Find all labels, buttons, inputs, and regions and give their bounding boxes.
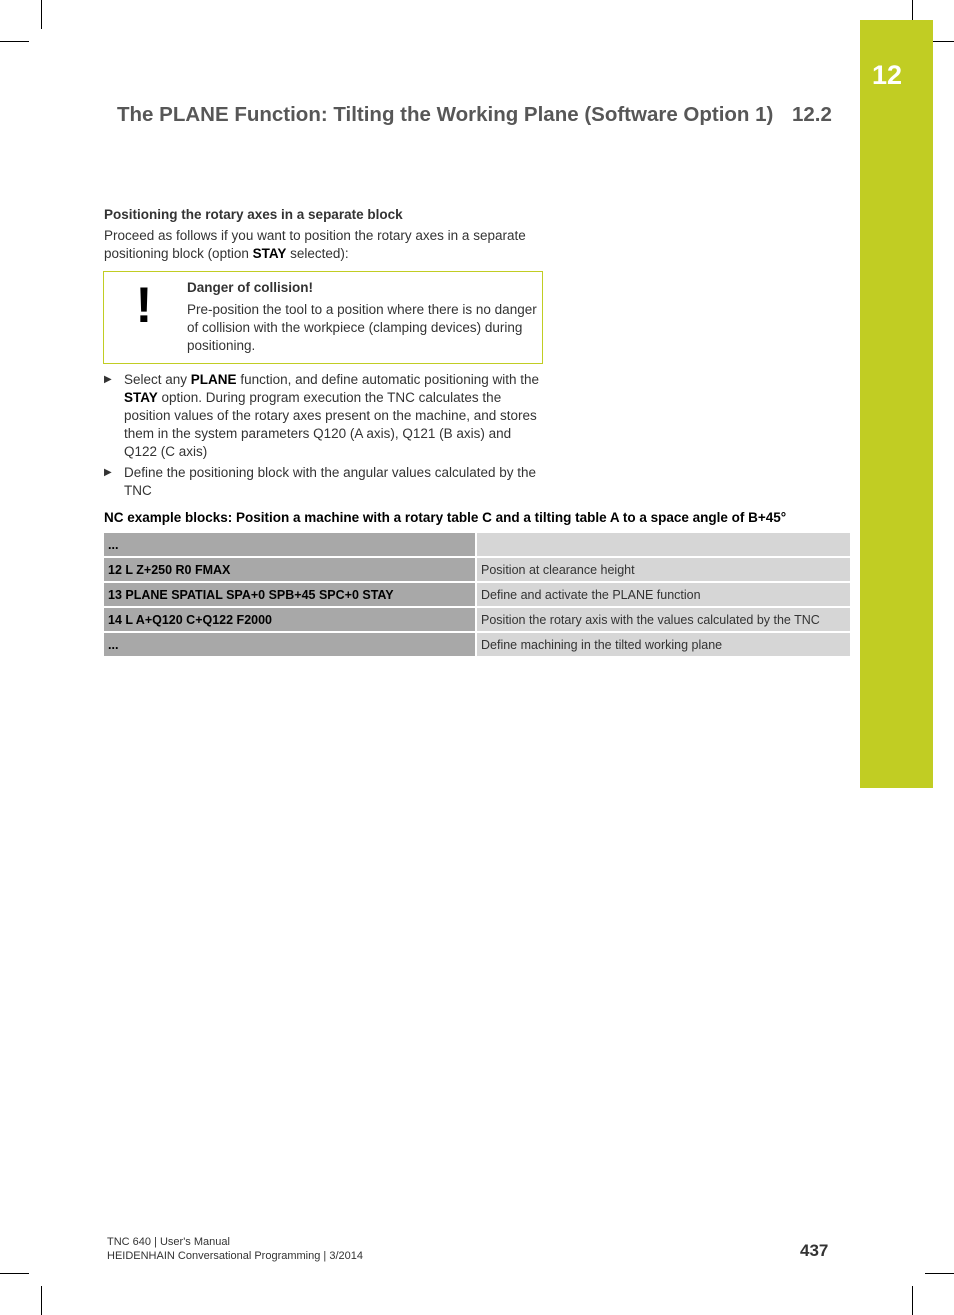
step-text-part: Select any	[124, 372, 191, 387]
nc-description: Position at clearance height	[477, 558, 850, 583]
section-number: 12.2	[792, 103, 832, 126]
arrow-right-icon: ▶	[104, 467, 112, 478]
warning-divider	[185, 271, 543, 272]
step-text	[124, 371, 544, 461]
step-text: Define the positioning block with the angular values calculated by the TNC	[124, 465, 537, 498]
section-heading: Positioning the rotary axes in a separate block	[104, 207, 403, 222]
footer-line: HEIDENHAIN Conversational Programming | 3/2014	[107, 1250, 363, 1262]
step-text-part: option. During program execution the TNC calculates the position values of the rotary axes present on the machine, and stores them in the system parameters Q120 (A axis), Q121 (B axis) and Q122 (C axis)	[124, 390, 537, 459]
intro-paragraph	[104, 227, 544, 263]
intro-text: Proceed as follows if you want to position the rotary axes in a separate positioning block (option	[104, 228, 526, 261]
crop-mark	[41, 1286, 42, 1315]
footer-line: TNC 640 | User's Manual	[107, 1236, 230, 1248]
page-number: 437	[800, 1241, 829, 1260]
crop-mark	[912, 1286, 913, 1315]
crop-mark	[0, 41, 29, 42]
warning-text: Pre-position the tool to a position where there is no danger of collision with the workpiece (clamping devices) during positioning.	[187, 302, 537, 353]
nc-code: 14 L A+Q120 C+Q122 F2000	[104, 608, 477, 633]
stay-keyword: STAY	[124, 390, 158, 405]
crop-mark	[0, 1273, 29, 1274]
table-row	[104, 633, 850, 658]
nc-description: Define machining in the tilted working plane	[477, 633, 850, 658]
crop-mark	[41, 0, 42, 29]
table-row	[104, 608, 850, 633]
table-row	[104, 583, 850, 608]
chapter-number: 12	[871, 60, 903, 90]
step-item	[104, 464, 544, 500]
nc-description: Position the rotary axis with the values calculated by the TNC	[477, 608, 850, 633]
chapter-tab	[860, 20, 933, 788]
example-heading: NC example blocks: Position a machine with a rotary table C and a tilting table A to a space angle of B+45°	[104, 510, 787, 525]
nc-code: ...	[104, 633, 477, 658]
nc-code: ...	[104, 533, 477, 558]
stay-keyword: STAY	[252, 246, 287, 261]
nc-description	[477, 533, 850, 558]
crop-mark	[925, 1273, 954, 1274]
table-row	[104, 558, 850, 583]
exclamation-icon: !	[135, 277, 153, 333]
step-item	[104, 371, 544, 461]
nc-description: Define and activate the PLANE function	[477, 583, 850, 608]
running-title: The PLANE Function: Tilting the Working Plane (Software Option 1)	[117, 103, 774, 126]
arrow-right-icon: ▶	[104, 374, 112, 385]
nc-example-table	[104, 533, 850, 658]
table-row	[104, 533, 850, 558]
nc-code: 13 PLANE SPATIAL SPA+0 SPB+45 SPC+0 STAY	[104, 583, 477, 608]
warning-title: Danger of collision!	[187, 280, 314, 295]
plane-keyword: PLANE	[190, 372, 237, 387]
nc-code: 12 L Z+250 R0 FMAX	[104, 558, 477, 583]
intro-text: selected):	[286, 246, 349, 261]
footer	[107, 1235, 363, 1263]
step-text-part: function, and define automatic positioning with the	[236, 372, 540, 387]
